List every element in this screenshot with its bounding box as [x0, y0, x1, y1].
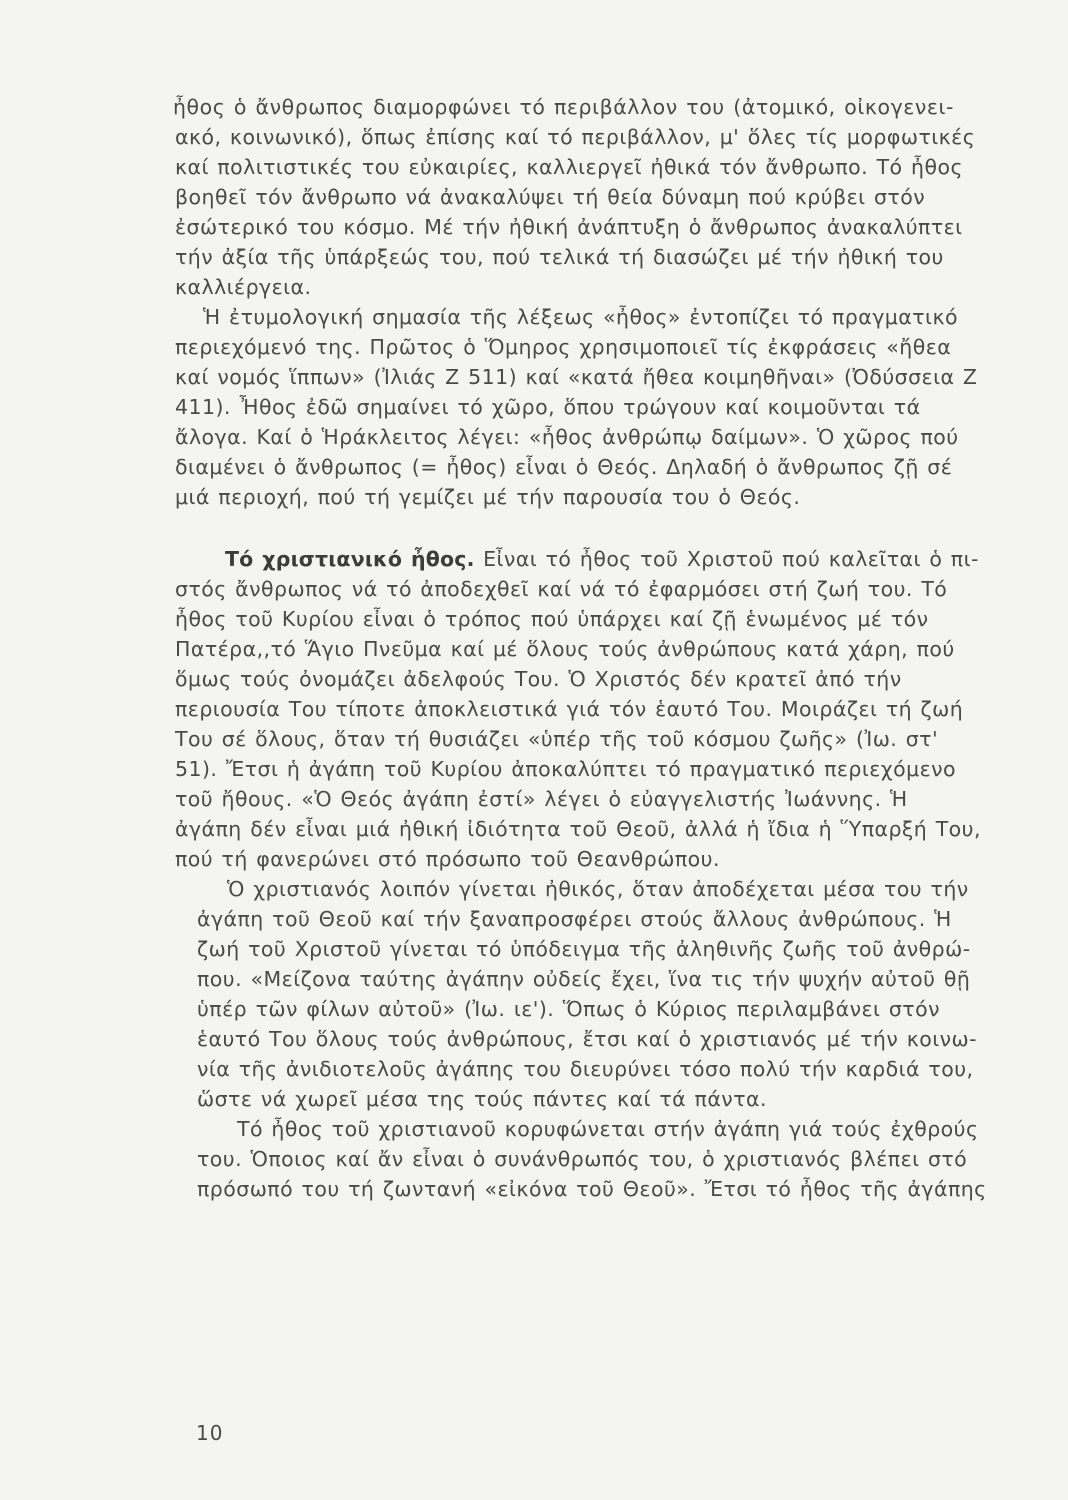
text-line: ὥστε νά χωρεῖ μέσα της τούς πάντες καί τά πάντα. — [197, 1087, 767, 1111]
page-number: 10 — [196, 1421, 224, 1445]
text-line: περιουσία Του τίποτε ἀποκλειστικά γιά τόν ἑαυτό Του. Μοιράζει τή ζωή — [175, 697, 964, 721]
text-line: 411). Ἦθος ἐδῶ σημαίνει τό χῶρο, ὅπου τρώγουν καί κοιμοῦνται τά — [175, 395, 921, 419]
text-line: πού τή φανερώνει στό πρόσωπο τοῦ Θεανθρώπου. — [175, 847, 720, 871]
text-line: ζωή τοῦ Χριστοῦ γίνεται τό ὑπόδειγμα τῆς ἀληθινῆς ζωῆς τοῦ ἀνθρώ- — [197, 937, 971, 961]
text-line: ακό, κοινωνικό), ὅπως ἐπίσης καί τό περιβάλλον, μ' ὅλες τίς μορφωτικές — [175, 125, 976, 149]
section-heading: Τό χριστιανικό ἦθος. — [225, 547, 475, 571]
heading-continuation: Εἶναι τό ἦθος τοῦ Χριστοῦ πού καλεῖται ὁ πι- — [474, 547, 979, 571]
text-line: ἐσώτερικό του κόσμο. Μέ τήν ἠθική ἀνάπτυξη ὁ ἄνθρωπος ἀνακαλύπτει — [175, 215, 963, 239]
text-line: ἀγάπη δέν εἶναι μιά ἠθική ἰδιότητα τοῦ Θεοῦ, ἀλλά ἡ ἴδια ἡ Ὕπαρξή Του, — [175, 817, 981, 841]
text-line: περιεχόμενό της. Πρῶτος ὁ Ὅμηρος χρησιμοποιεῖ τίς ἐκφράσεις «ἤθεα — [175, 335, 952, 359]
text-line: ὅμως τούς ὀνομάζει ἀδελφούς Του. Ὁ Χριστός δέν κρατεῖ ἀπό τήν — [175, 667, 902, 691]
text-line: ὑπέρ τῶν φίλων αὐτοῦ» (Ἰω. ιε'). Ὅπως ὁ Κύριος περιλαμβάνει στόν — [197, 997, 940, 1021]
text-line: στός ἄνθρωπος νά τό ἀποδεχθεῖ καί νά τό ἐφαρμόσει στή ζωή του. Τό — [175, 577, 948, 601]
body-text — [175, 92, 1023, 1204]
text-line: βοηθεῖ τόν ἄνθρωπο νά ἀνακαλύψει τή θεία δύναμη πού κρύβει στόν — [175, 185, 926, 209]
text-line: νία τῆς ἀνιδιοτελοῦς ἀγάπης του διευρύνει τόσο πολύ τήν καρδιά του, — [197, 1057, 974, 1081]
text-line: καί νομός ἵππων» (Ἰλιάς Ζ 511) καί «κατά ἤθεα κοιμηθῆναι» (Ὀδύσσεια Ζ — [175, 365, 978, 389]
section-gap — [175, 512, 1023, 544]
paragraph-3 — [175, 544, 1023, 874]
paragraph-2 — [175, 302, 1023, 512]
text-line: ἄλογα. Καί ὁ Ἡράκλειτος λέγει: «ἦθος ἀνθρώπῳ δαίμων». Ὁ χῶρος πού — [175, 425, 959, 449]
text-line: του. Ὁποιος καί ἄν εἶναι ὁ συνάνθρωπός του, ὁ χριστιανός βλέπει στό — [197, 1147, 968, 1171]
text-line: Ὁ χριστιανός λοιπόν γίνεται ἠθικός, ὅταν ἀποδέχεται μέσα του τήν — [227, 877, 969, 901]
text-line: τήν ἀξία τῆς ὑπάρξεώς του, πού τελικά τή διασώζει μέ τήν ἠθική του — [175, 245, 944, 269]
paragraph-1 — [175, 92, 1023, 302]
text-line: που. «Μείζονα ταύτης ἀγάπην οὐδείς ἔχει, ἵνα τις τήν ψυχήν αὐτοῦ θῇ — [197, 967, 971, 991]
text-line: ἦθος ὁ ἄνθρωπος διαμορφώνει τό περιβάλλον του (ἀτομικό, οἰκογενει- — [173, 95, 954, 119]
text-line: Του σέ ὅλους, ὅταν τή θυσιάζει «ὑπέρ τῆς τοῦ κόσμου ζωῆς» (Ἰω. στ' — [175, 727, 939, 751]
text-line: καλλιέργεια. — [175, 275, 312, 299]
text-line: ἑαυτό Του ὅλους τούς ἀνθρώπους, ἔτσι καί ὁ χριστιανός μέ τήν κοινω- — [197, 1027, 977, 1051]
text-line — [175, 544, 1023, 574]
text-line: ἀγάπη τοῦ Θεοῦ καί τήν ξαναπροσφέρει στούς ἄλλους ἀνθρώπους. Ἡ — [197, 907, 952, 931]
text-line: καί πολιτιστικές του εὐκαιρίες, καλλιεργεῖ ἠθικά τόν ἄνθρωπο. Τό ἦθος — [175, 155, 963, 179]
text-line: διαμένει ὁ ἄνθρωπος (= ἦθος) εἶναι ὁ Θεός. Δηλαδή ὁ ἄνθρωπος ζῇ σέ — [175, 455, 953, 479]
paragraph-4 — [175, 874, 1023, 1114]
text-line: πρόσωπό του τή ζωντανή «εἰκόνα τοῦ Θεοῦ». Ἔτσι τό ἦθος τῆς ἀγάπης — [197, 1177, 987, 1201]
text-line: ἦθος τοῦ Κυρίου εἶναι ὁ τρόπος πού ὑπάρχει καί ζῇ ἑνωμένος μέ τόν — [175, 607, 929, 631]
paragraph-5 — [175, 1114, 1023, 1204]
text-line: Τό ἦθος τοῦ χριστιανοῦ κορυφώνεται στήν ἀγάπη γιά τούς ἐχθρούς — [237, 1117, 979, 1141]
text-line: μιά περιοχή, πού τή γεμίζει μέ τήν παρουσία του ὁ Θεός. — [175, 485, 801, 509]
text-line: Ἡ ἐτυμολογική σημασία τῆς λέξεως «ἦθος» ἐντοπίζει τό πραγματικό — [203, 305, 958, 329]
text-line: 51). Ἔτσι ἡ ἀγάπη τοῦ Κυρίου ἀποκαλύπτει τό πραγματικό περιεχόμενο — [175, 757, 957, 781]
text-line: τοῦ ἤθους. «Ὁ Θεός ἀγάπη ἐστί» λέγει ὁ εὐαγγελιστής Ἰωάννης. Ἡ — [175, 787, 908, 811]
text-line: Πατέρα,,τό Ἅγιο Πνεῦμα καί μέ ὅλους τούς ἀνθρώπους κατά χάρη, πού — [175, 637, 955, 661]
